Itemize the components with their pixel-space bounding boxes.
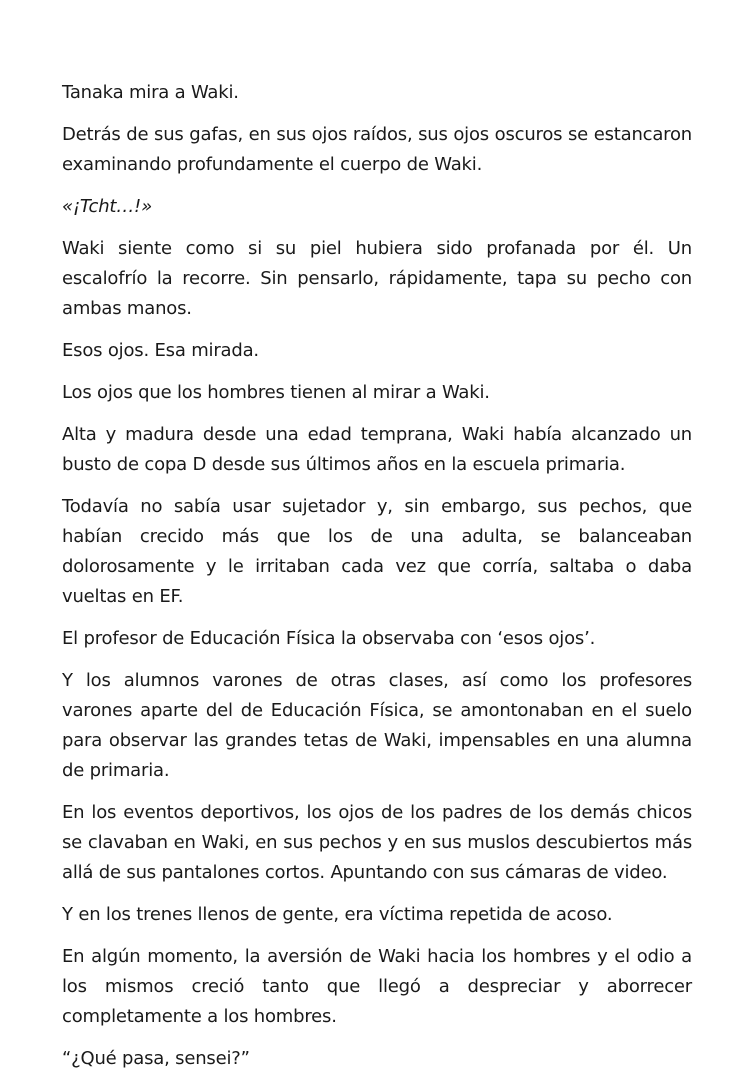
paragraph-3-dialogue: «¡Tcht…!» (62, 196, 152, 217)
paragraph-12: Y en los trenes llenos de gente, era víctima repetida de acoso. (62, 904, 613, 925)
paragraph-9: El profesor de Educación Física la observaba con ‘esos ojos’. (62, 628, 596, 649)
paragraph-10: Y los alumnos varones de otras clases, así como los profesores varones aparte del de Educación Física, se amontonaban en el suelo para observar las grandes tetas de Waki, impensables en una alumna de primaria. (62, 670, 692, 781)
paragraph-1: Tanaka mira a Waki. (62, 82, 239, 103)
paragraph-6: Los ojos que los hombres tienen al mirar a Waki. (62, 382, 490, 403)
paragraph-5: Esos ojos. Esa mirada. (62, 340, 259, 361)
paragraph-4: Waki siente como si su piel hubiera sido profanada por él. Un escalofrío la recorre. Sin pensarlo, rápidamente, tapa su pecho con ambas manos. (62, 238, 692, 319)
paragraph-2: Detrás de sus gafas, en sus ojos raídos, sus ojos oscuros se estancaron examinando profundamente el cuerpo de Waki. (62, 124, 692, 175)
paragraph-14-dialogue: “¿Qué pasa, sensei?” (62, 1048, 250, 1069)
paragraph-11: En los eventos deportivos, los ojos de los padres de los demás chicos se clavaban en Waki, en sus pechos y en sus muslos descubiertos más allá de sus pantalones cortos. Apuntando con sus cámaras de video. (62, 802, 692, 883)
paragraph-7: Alta y madura desde una edad temprana, Waki había alcanzado un busto de copa D desde sus últimos años en la escuela primaria. (62, 424, 692, 475)
paragraph-13: En algún momento, la aversión de Waki hacia los hombres y el odio a los mismos creció tanto que llegó a despreciar y aborrecer completamente a los hombres. (62, 946, 692, 1027)
paragraph-8: Todavía no sabía usar sujetador y, sin embargo, sus pechos, que habían crecido más que los de una adulta, se balanceaban dolorosamente y le irritaban cada vez que corría, saltaba o daba vueltas en EF. (62, 496, 692, 607)
document-page (62, 78, 692, 1086)
